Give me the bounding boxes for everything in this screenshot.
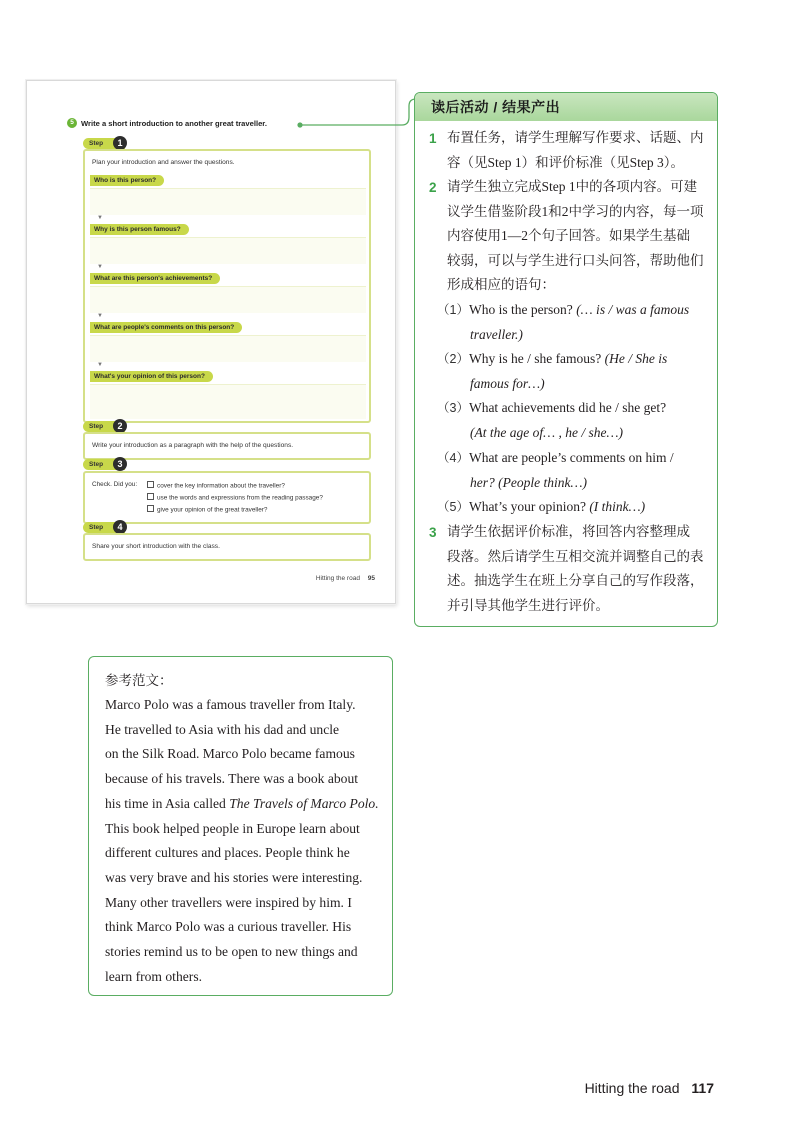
footer-title: Hitting the road [315, 575, 360, 582]
step-4-tag [83, 522, 125, 533]
step-4-instruction: Share your short introduction with the class. [92, 543, 220, 550]
sub-item-3: （3）What achievements did he / she get? (At the age of… , he / she…) [437, 400, 667, 440]
guide-item-3: 请学生依据评价标准，将回答内容整理成 段落。然后请学生互相交流并调整自己的表 述。抽选学生在班上分享自己的写作段落， 并引导其他学生进行评价。 [447, 524, 704, 613]
step-word: Step [89, 461, 104, 468]
step-word: Step [89, 524, 104, 531]
step-3-instruction: Check. Did you: [92, 481, 138, 488]
item-number: 2 [429, 180, 437, 195]
step-number: 2 [113, 419, 127, 433]
guidance-panel [414, 92, 718, 627]
answer-field[interactable] [90, 384, 366, 419]
page-footer [585, 1080, 714, 1096]
task-title: Write a short introduction to another great traveller. [81, 118, 267, 128]
checkbox-icon[interactable] [147, 493, 154, 500]
question-label: Who is this person? [90, 175, 164, 186]
question-label: What's your opinion of this person? [90, 371, 213, 382]
step-1-instruction: Plan your introduction and answer the questions. [92, 159, 235, 166]
step-word: Step [89, 140, 104, 147]
checkbox-icon[interactable] [147, 505, 154, 512]
page-number: 117 [691, 1080, 714, 1096]
question-label: What are this person's achievements? [90, 273, 220, 284]
question-label: What are people's comments on this person? [90, 322, 242, 333]
step-2-instruction: Write your introduction as a paragraph with the help of the questions. [92, 442, 294, 449]
down-arrow-icon: ▼ [97, 362, 103, 368]
step-3-tag [83, 459, 125, 470]
answer-field[interactable] [90, 188, 366, 215]
guidance-title: 读后活动 / 结果产出 [415, 93, 717, 121]
step-number: 4 [113, 520, 127, 534]
task-number: 5 [67, 118, 77, 128]
sub-item-4: （4）What are people’s comments on him / her? (People think…) [437, 450, 674, 490]
down-arrow-icon: ▼ [97, 215, 103, 221]
step-2-box [83, 432, 371, 460]
footer-page-number: 95 [367, 575, 375, 582]
book-title: The Travels of Marco Polo. [229, 795, 379, 811]
student-book-page [26, 80, 396, 604]
footer-title: Hitting the road [584, 1080, 680, 1096]
guide-item-1: 布置任务，请学生理解写作要求、话题、内 容（见Step 1）和评价标准（见Step 3）。 [447, 130, 704, 170]
down-arrow-icon: ▼ [97, 313, 103, 319]
step-1-box [83, 149, 371, 423]
sample-essay-panel [88, 656, 393, 996]
sub-item-5: （5）What’s your opinion? (I think…) [437, 499, 646, 514]
sub-item-2: （2）Why is he / she famous? (He / She is famous for…) [437, 351, 668, 391]
checkbox-icon[interactable] [147, 481, 154, 488]
step-word: Step [89, 423, 104, 430]
sub-item-1: （1）Who is the person? (… is / was a famous traveller.) [437, 302, 690, 342]
sample-essay-text: Marco Polo was a famous traveller from Italy. He travelled to Asia with his dad and uncle on the Silk Road. Marco Polo became famous because of his travels. There was a book about his time in Asia called The Travels of Marco Polo. This book helped people in Europe learn about different cultures and places. People think he was very brave and his stories were interesting. Many other travellers were inspired by him. I think Marco Polo was a curious traveller. His stories remind us to be open to new things and learn from others. [105, 697, 379, 984]
item-number: 1 [429, 131, 437, 146]
answer-field[interactable] [90, 286, 366, 313]
answer-field[interactable] [90, 335, 366, 362]
step-number: 1 [113, 136, 127, 150]
checklist-item[interactable]: give your opinion of the great traveller? [147, 505, 267, 514]
step-4-box [83, 533, 371, 561]
student-book-footer [316, 575, 375, 582]
answer-field[interactable] [90, 237, 366, 264]
checklist-item[interactable]: use the words and expressions from the reading passage? [147, 493, 323, 502]
step-2-tag [83, 421, 125, 432]
down-arrow-icon: ▼ [97, 264, 103, 270]
question-label: Why is this person famous? [90, 224, 189, 235]
sample-title: 参考范文： [105, 673, 173, 688]
item-number: 3 [429, 525, 437, 540]
guide-item-2: 请学生独立完成Step 1中的各项内容。可建 议学生借鉴阶段1和2中学习的内容，每一项 内容使用1—2个句子回答。如果学生基础 较弱，可以与学生进行口头问答，帮助他们 形成相应的语句： [447, 179, 704, 292]
step-3-box [83, 471, 371, 524]
checklist-item[interactable]: cover the key information about the traveller? [147, 481, 285, 490]
step-number: 3 [113, 457, 127, 471]
